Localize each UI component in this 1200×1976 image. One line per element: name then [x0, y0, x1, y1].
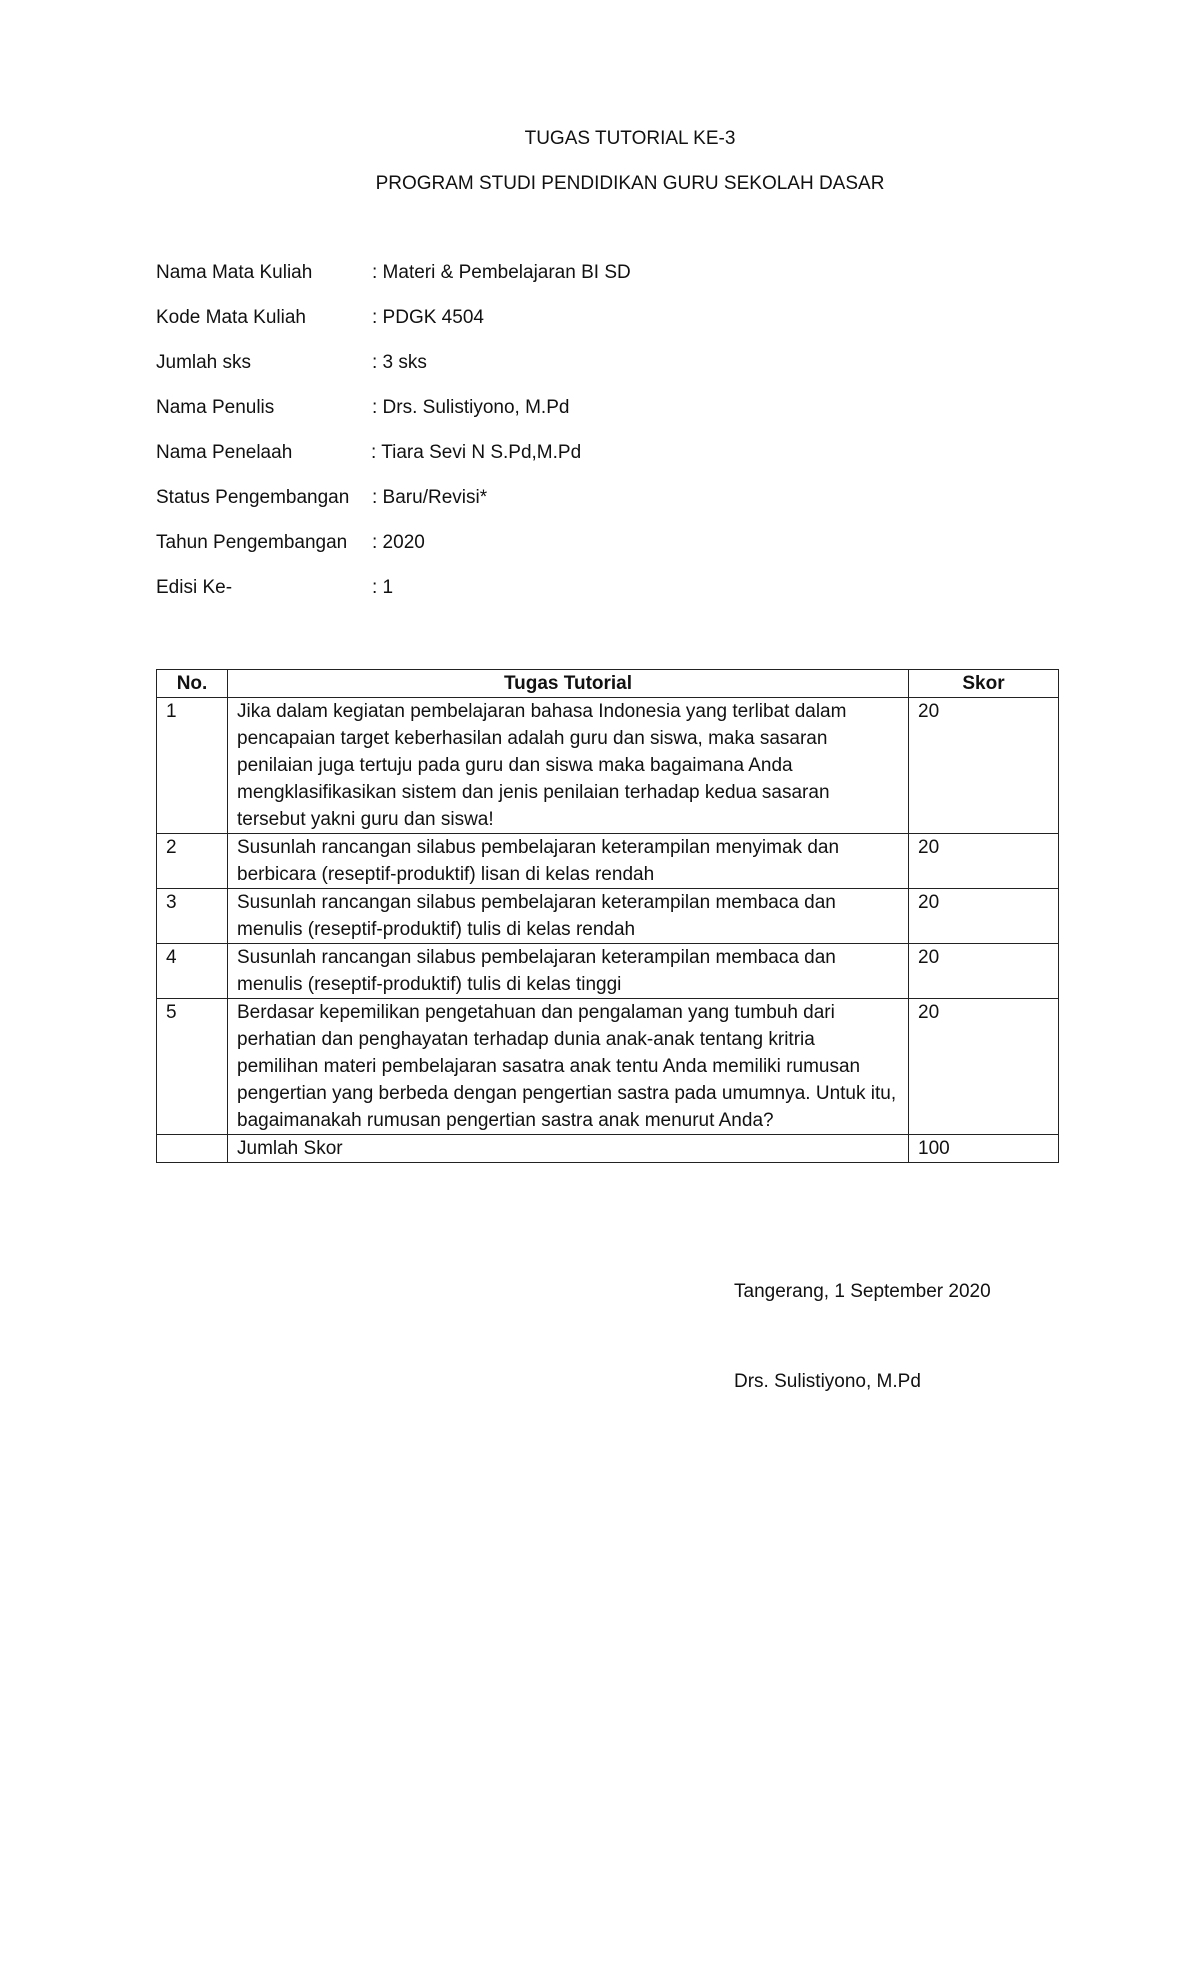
table-row	[157, 944, 1059, 999]
credits-label: Jumlah sks	[156, 352, 252, 373]
document-subtitle: PROGRAM STUDI PENDIDIKAN GURU SEKOLAH DASAR	[375, 173, 885, 194]
year-value: : 2020	[372, 532, 425, 553]
cell-task: Jika dalam kegiatan pembelajaran bahasa Indonesia yang terlibat dalam pencapaian target keberhasilan adalah guru dan siswa, maka sasaran penilaian juga tertuju pada guru dan siswa maka bagaimana Anda mengklasifikasikan sistem dan jenis penilaian terhadap kedua sasaran tersebut yakni guru dan siswa!	[228, 698, 909, 834]
edition-value: : 1	[372, 577, 394, 598]
cell-no: 4	[157, 944, 228, 999]
cell-task: Susunlah rancangan silabus pembelajaran keterampilan membaca dan menulis (reseptif-produktif) tulis di kelas rendah	[228, 889, 909, 944]
course-code-value: : PDGK 4504	[372, 307, 484, 328]
table-row	[157, 889, 1059, 944]
course-name-value: : Materi & Pembelajaran BI SD	[372, 262, 631, 283]
cell-score: 20	[909, 889, 1059, 944]
document-title: TUGAS TUTORIAL KE-3	[524, 128, 736, 149]
table-total-row	[157, 1135, 1059, 1163]
reviewer-value: : Tiara Sevi N S.Pd,M.Pd	[371, 442, 582, 463]
header-no: No.	[157, 670, 228, 698]
status-value: : Baru/Revisi*	[372, 487, 488, 508]
cell-score: 20	[909, 834, 1059, 889]
header-score: Skor	[909, 670, 1059, 698]
task-table	[156, 669, 1059, 1163]
cell-no: 2	[157, 834, 228, 889]
total-score: 100	[909, 1135, 1059, 1163]
cell-task: Susunlah rancangan silabus pembelajaran keterampilan menyimak dan berbicara (reseptif-produktif) lisan di kelas rendah	[228, 834, 909, 889]
cell-score: 20	[909, 999, 1059, 1135]
course-code-label: Kode Mata Kuliah	[156, 307, 306, 328]
signature-name: Drs. Sulistiyono, M.Pd	[734, 1371, 921, 1392]
total-label: Jumlah Skor	[228, 1135, 909, 1163]
cell-no: 3	[157, 889, 228, 944]
cell-task: Berdasar kepemilikan pengetahuan dan pengalaman yang tumbuh dari perhatian dan penghayatan terhadap dunia anak-anak tentang kritria pemilihan materi pembelajaran sasatra anak tentu Anda memiliki rumusan pengertian yang berbeda dengan pengertian sastra pada umumnya. Untuk itu, bagaimanakah rumusan pengertian sastra anak menurut Anda?	[228, 999, 909, 1135]
table-row	[157, 698, 1059, 834]
cell-no: 5	[157, 999, 228, 1135]
year-label: Tahun Pengembangan	[156, 532, 348, 553]
header-task: Tugas Tutorial	[228, 670, 909, 698]
cell-no	[157, 1135, 228, 1163]
edition-label: Edisi Ke-	[156, 577, 233, 598]
cell-task: Susunlah rancangan silabus pembelajaran keterampilan membaca dan menulis (reseptif-produktif) tulis di kelas tinggi	[228, 944, 909, 999]
cell-score: 20	[909, 698, 1059, 834]
course-name-label: Nama Mata Kuliah	[156, 262, 313, 283]
credits-value: : 3 sks	[372, 352, 427, 373]
reviewer-label: Nama Penelaah	[156, 442, 293, 463]
cell-score: 20	[909, 944, 1059, 999]
table-row	[157, 999, 1059, 1135]
status-label: Status Pengembangan	[156, 487, 350, 508]
author-value: : Drs. Sulistiyono, M.Pd	[372, 397, 570, 418]
table-header-row	[157, 670, 1059, 698]
author-label: Nama Penulis	[156, 397, 275, 418]
cell-no: 1	[157, 698, 228, 834]
signature-place-date: Tangerang, 1 September 2020	[734, 1281, 991, 1302]
table-row	[157, 834, 1059, 889]
